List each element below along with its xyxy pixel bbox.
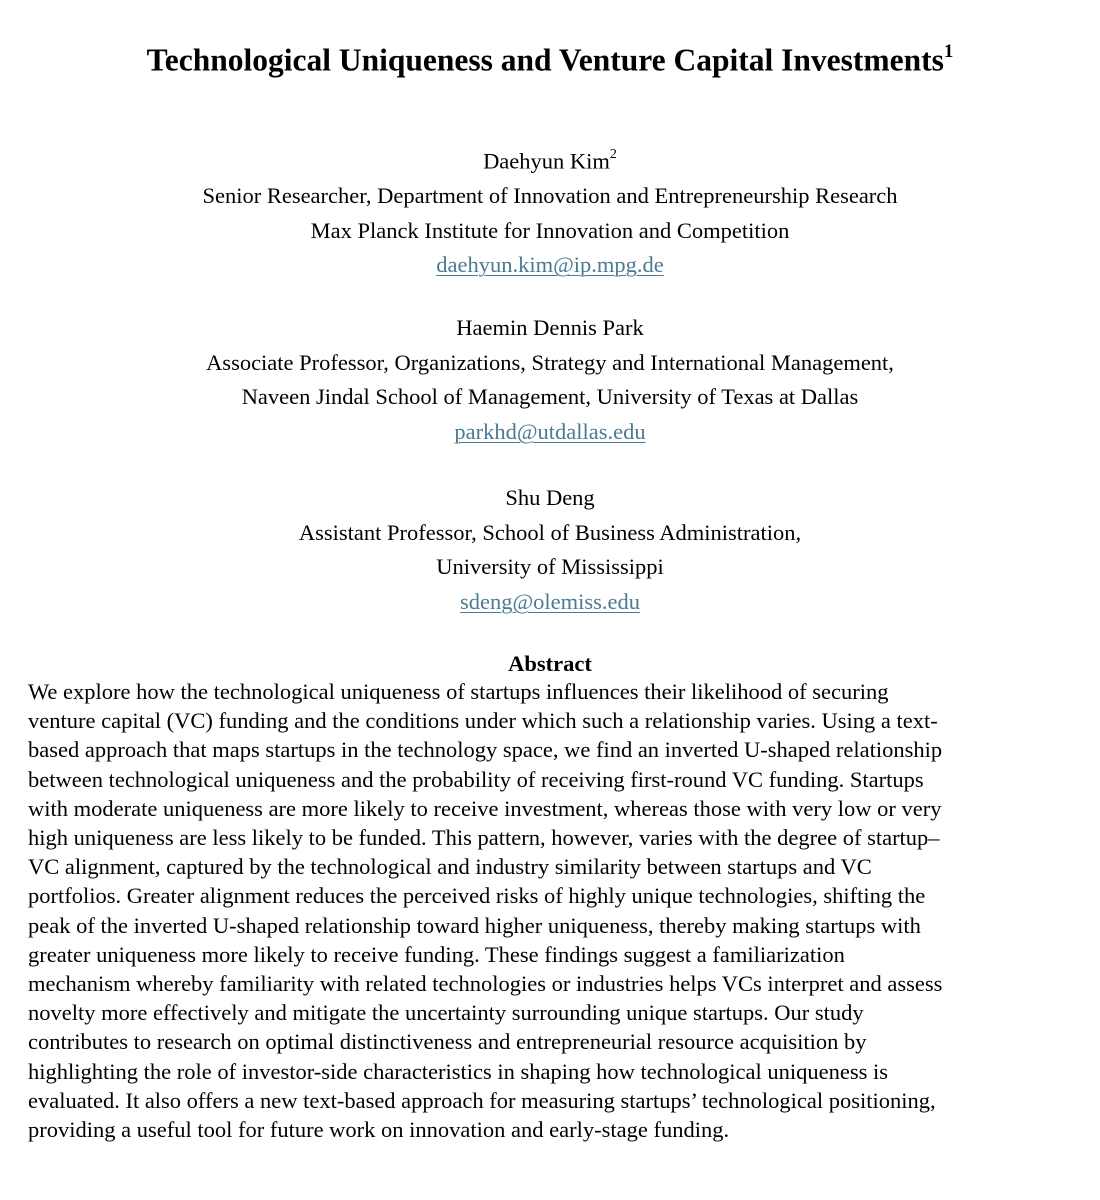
author-name: Haemin Dennis Park	[456, 315, 644, 340]
paper-title	[0, 30, 1100, 85]
title-footnote-mark[interactable]: 1	[943, 41, 954, 62]
abstract-line: contributes to research on optimal distinctiveness and entrepreneurial resource acquisition by	[28, 1029, 867, 1055]
author-affiliation-line: University of Mississippi	[436, 554, 664, 579]
author-email-link[interactable]: parkhd@utdallas.edu	[454, 418, 646, 444]
abstract-line: VC alignment, captured by the technological and industry similarity between startups and VC	[28, 854, 872, 880]
author-name	[0, 140, 1100, 179]
author-name: Shu Deng	[505, 485, 595, 510]
abstract-line: mechanism whereby familiarity with related technologies or industries helps VCs interpret and assess	[28, 971, 943, 997]
author-block-kim	[0, 140, 1100, 283]
abstract-line: evaluated. It also offers a new text-based approach for measuring startups’ technological positioning,	[28, 1087, 936, 1113]
abstract-line: based approach that maps startups in the technology space, we find an inverted U-shaped relationship	[28, 737, 943, 763]
abstract-line: with moderate uniqueness are more likely to receive investment, whereas those with very low or very	[28, 795, 942, 821]
author-affiliation-line: Naveen Jindal School of Management, University of Texas at Dallas	[241, 384, 859, 409]
author-affiliation-line: Assistant Professor, School of Business Administration,	[298, 519, 802, 545]
abstract-line: portfolios. Greater alignment reduces the perceived risks of highly unique technologies, shifting the	[28, 883, 926, 909]
abstract-heading: Abstract	[508, 651, 592, 676]
author-email-link[interactable]: sdeng@olemiss.edu	[459, 588, 641, 614]
author-affiliation-line: Max Planck Institute for Innovation and Competition	[310, 217, 790, 243]
abstract-line: greater uniqueness more likely to receive funding. These findings suggest a familiarization	[28, 941, 845, 967]
author-affiliation-line: Associate Professor, Organizations, Strategy and International Management,	[206, 349, 894, 375]
author-name-text: Daehyun Kim	[483, 148, 610, 174]
author-footnote-mark[interactable]: 2	[609, 147, 617, 162]
abstract-line: novelty more effectively and mitigate the uncertainty surrounding unique startups. Our study	[28, 1000, 864, 1026]
paper-title-text: Technological Uniqueness and Venture Capital Investments	[146, 42, 944, 78]
abstract-line: high uniqueness are less likely to be funded. This pattern, however, varies with the degree of startup–	[28, 825, 940, 851]
abstract-line: providing a useful tool for future work on innovation and early-stage funding.	[28, 1117, 730, 1143]
abstract-line: We explore how the technological uniqueness of startups influences their likelihood of securing	[28, 679, 889, 704]
author-affiliation-line: Senior Researcher, Department of Innovation and Entrepreneurship Research	[202, 183, 898, 208]
author-block-park	[0, 311, 1100, 449]
author-email-link[interactable]: daehyun.kim@ip.mpg.de	[436, 252, 664, 277]
abstract-line: peak of the inverted U-shaped relationship toward higher uniqueness, thereby making startups with	[28, 912, 921, 938]
abstract-body	[28, 677, 1088, 1144]
abstract-line: highlighting the role of investor-side characteristics in shaping how technological uniqueness is	[28, 1058, 888, 1084]
abstract-line: venture capital (VC) funding and the conditions under which such a relationship varies. Using a text-	[28, 708, 938, 734]
author-block-deng	[0, 481, 1100, 619]
abstract-line: between technological uniqueness and the probability of receiving first-round VC funding. Startups	[28, 766, 924, 792]
